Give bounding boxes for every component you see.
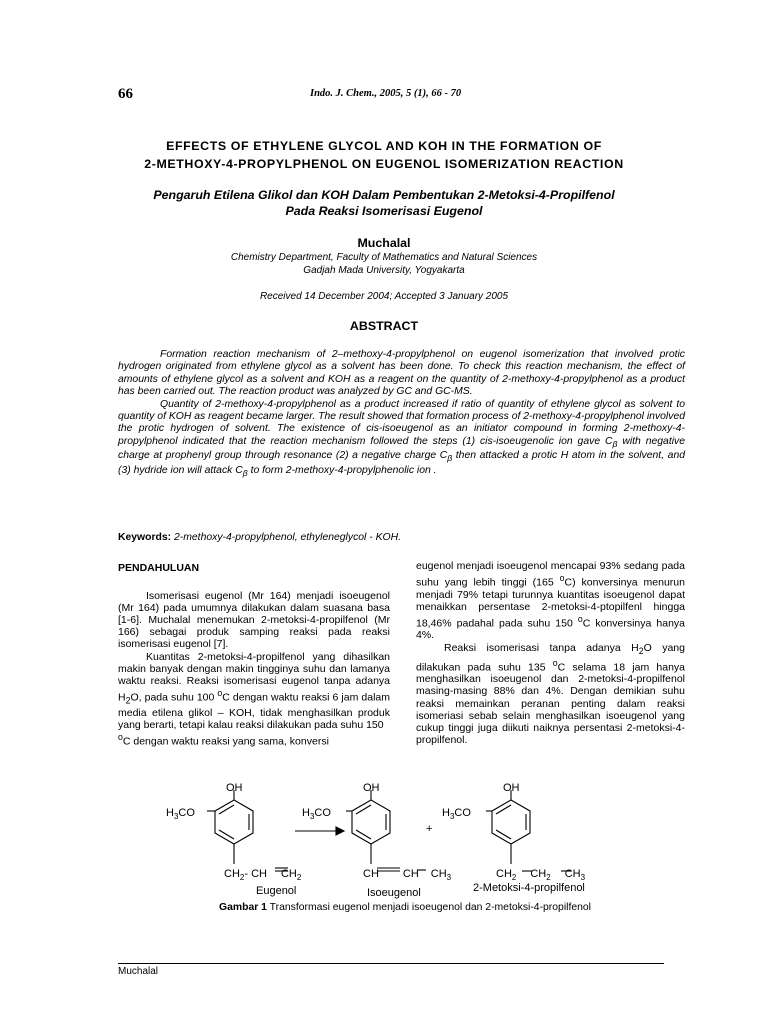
plus-sign: +	[426, 823, 433, 835]
intro-text: C) konversinya menurun menjadi 79% tetapi turunnya kuantitas isoeugenol dapat menaikkan persentase 2-metoksi-4-ptopilfenl hingga 18,46% padahal pada suhu 150	[416, 576, 685, 630]
subtitle-line-2: Pada Reaksi Isomerisasi Eugenol	[285, 204, 483, 218]
keywords-text: 2-methoxy-4-propylphenol, ethyleneglycol - KOH.	[171, 532, 401, 543]
received-dates: Received 14 December 2004; Accepted 3 January 2005	[259, 291, 509, 302]
figure-caption	[100, 902, 710, 913]
degree-superscript: o	[577, 613, 583, 624]
keywords-label: Keywords:	[118, 532, 172, 543]
journal-reference: Indo. J. Chem., 2005, 5 (1), 66 - 70	[310, 88, 462, 99]
intro-right-column	[416, 560, 685, 746]
double-bond	[496, 830, 511, 839]
reaction-scheme-figure	[150, 778, 630, 902]
double-bond	[219, 805, 234, 814]
benzene-ring	[352, 800, 390, 844]
intro-text: C dengan waktu reaksi yang sama, konversi	[122, 735, 329, 748]
intro-text: Kuantitas 2-metoksi-4-propilfenol yang dihasilkan makin banyak dengan makin tingginya suhu dan lamanya waktu reaksi. Reaksi isomerisasi eugenol tanpa adanya H	[118, 650, 390, 704]
abstract-body	[118, 349, 685, 479]
degree-superscript: o	[552, 657, 558, 668]
double-bond	[356, 805, 371, 814]
intro-left-column	[118, 562, 390, 747]
propyl-chain-label: $CH_2$ $CH_2$ $CH_3$	[496, 868, 586, 882]
eugenol-name: Eugenol	[256, 885, 297, 897]
affiliation-line-2: Gadjah Mada University, Yogyakarta	[303, 265, 465, 276]
degree-superscript: o	[118, 731, 123, 742]
methoxy-label: $H_3CO$	[166, 807, 195, 821]
abstract-text: Quantity of 2-methoxy-4-propylphenol as a product increased if ratio of quantity of ethylene glycol as solvent to quantity of KOH as reagent became larger. The result showed that formation process of 2-methoxy-4-propylphenol involved the protic hydrogen of solvent. The existence of cis-isoeugenol as an initiator compound in forming 2-methoxy-4-propylphenol indicated that the reaction mechanism followed the steps (1) cis-isoeugenolic ion gave C	[118, 398, 685, 447]
beta-subscript: β	[447, 453, 453, 464]
subscript: 2	[638, 645, 644, 656]
intro-paragraph-1: Isomerisasi eugenol (Mr 164) menjadi isoeugenol (Mr 164) pada umumnya dilakukan dalam suasana basa [1-6]. Muchalal menemukan 2-metoksi-4-propilfenol (Mr 166) sebagai produk samping reaksi pada reaksi isomerisasi eugenol [7].	[118, 590, 390, 651]
abstract-text: then attacked a protic H atom in the solvent, and (3) hydride ion will attack C	[118, 450, 685, 476]
degree-superscript: o	[559, 573, 565, 584]
title-line-2: 2-METHOXY-4-PROPYLPHENOL ON EUGENOL ISOMERIZATION REACTION	[144, 157, 624, 171]
intro-text: O, pada suhu 100	[130, 691, 218, 704]
intro-text: C selama 18 jam hanya menghasilkan isoeugenol dan 2-metoksi-4-propilfenol masing-masing 88% dan 4%. Dengan demikian suhu reaksi memainkan peranan penting dalam reaksi isomeriasi sebab selain menghasilkan isoeugenol yang cukup tinggi juga diikuti naiknya persentasi 2-metoksi-4-propilfenol.	[416, 661, 685, 746]
oh-label: OH	[503, 782, 520, 794]
reaction-arrow	[295, 827, 344, 835]
oh-label: OH	[226, 782, 243, 794]
oh-label: OH	[363, 782, 380, 794]
page-number: 66	[118, 86, 133, 102]
abstract-text: to form 2-methoxy-4-propylphenolic ion .	[247, 464, 437, 476]
double-bond	[356, 830, 371, 839]
methoxypropylphenol-name: 2-Metoksi-4-propilfenol	[473, 882, 585, 894]
caption-text: Transformasi eugenol menjadi isoeugenol dan 2-metoksi-4-propilfenol	[266, 902, 591, 913]
author-name: Muchalal	[357, 236, 411, 250]
double-bond	[496, 805, 511, 814]
intro-paragraph-4	[416, 642, 685, 746]
section-heading-pendahuluan: PENDAHULUAN	[118, 562, 200, 574]
abstract-text: with negative charge at prophenyl group through resonance (2) a negative charge C	[118, 435, 685, 462]
footer-divider	[118, 963, 664, 964]
double-bond	[219, 830, 234, 839]
footer-author: Muchalal	[118, 966, 159, 977]
propenyl-chain-label: CH CH $CH_3$	[363, 868, 452, 882]
caption-label: Gambar 1	[219, 902, 267, 913]
paper-title	[100, 137, 668, 173]
abstract-paragraph-2	[118, 399, 685, 480]
intro-text: C dengan waktu reaksi 6 jam dalam media etilena glikol – KOH, tidak menghasilkan produk yang berarti, tetapi kalau reaksi dilakukan pada suhu 150	[118, 691, 390, 731]
methoxypropylphenol-structure	[442, 782, 586, 894]
beta-subscript: β	[242, 467, 248, 478]
isoeugenol-structure	[302, 782, 452, 899]
subscript: 2	[125, 695, 131, 706]
eugenol-structure	[166, 782, 302, 897]
intro-text: O yang dilakukan pada suhu 135	[416, 641, 685, 674]
title-line-1: EFFECTS OF ETHYLENE GLYCOL AND KOH IN THE FORMATION OF	[166, 139, 602, 153]
benzene-ring	[492, 800, 530, 844]
abstract-paragraph-1: Formation reaction mechanism of 2–methoxy-4-propylphenol on eugenol isomerization that involved protic hydrogen originated from ethylene glycol as a solvent has been done. To check this reaction mechanism, the effect of amounts of ethylene glycol as a solvent and KOH as a reagent on the quantity of 2-methoxy-4-propylphenol as a product has been carried out. The reaction product was analyzed by GC and GC-MS.	[118, 349, 685, 398]
intro-text: C konversinya hanya 4%.	[416, 617, 685, 642]
degree-superscript: o	[217, 687, 223, 698]
keywords	[118, 532, 685, 543]
intro-text: eugenol menjadi isoeugenol mencapai 93% sedang pada suhu yang lebih tinggi (165	[416, 560, 685, 589]
intro-paragraph-2	[118, 651, 390, 748]
author-affiliation	[100, 251, 668, 277]
isoeugenol-name: Isoeugenol	[367, 887, 421, 899]
allyl-chain-label: $CH_2-$ CH $CH_2$	[224, 868, 302, 882]
arrow-head	[336, 827, 344, 835]
intro-paragraph-3	[416, 560, 685, 642]
paper-subtitle	[100, 187, 668, 219]
benzene-ring	[215, 800, 253, 844]
methoxy-label: $H_3CO$	[442, 807, 471, 821]
subtitle-line-1: Pengaruh Etilena Glikol dan KOH Dalam Pembentukan 2-Metoksi-4-Propilfenol	[153, 188, 615, 202]
abstract-heading: ABSTRACT	[349, 319, 419, 333]
intro-text: Reaksi isomerisasi tanpa adanya H	[444, 641, 639, 654]
beta-subscript: β	[612, 438, 618, 449]
affiliation-line-1: Chemistry Department, Faculty of Mathematics and Natural Sciences	[230, 252, 538, 263]
methoxy-label: $H_3CO$	[302, 807, 331, 821]
